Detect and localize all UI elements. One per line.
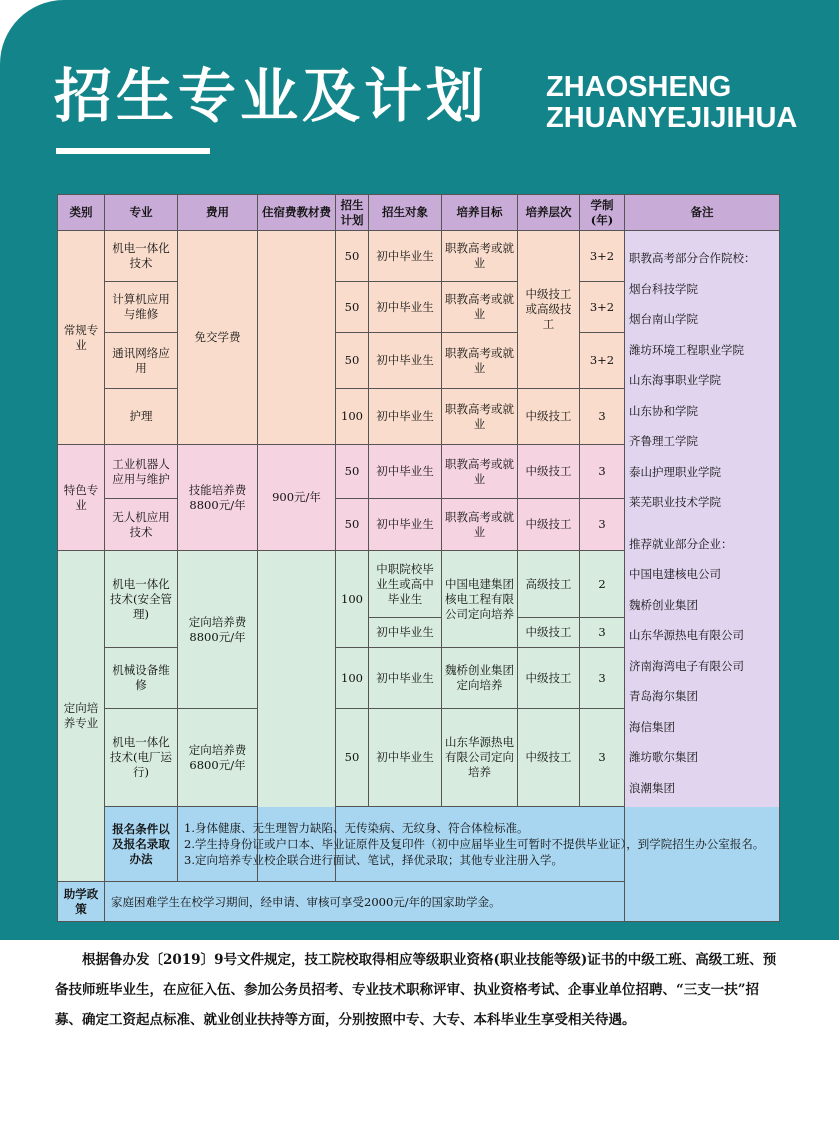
goal-cell: 职教高考或就业 [442, 389, 518, 445]
dorm-regular [258, 231, 336, 445]
years-cell: 3+2 [580, 282, 625, 333]
plan-cell: 50 [336, 445, 369, 499]
note-line: 推荐就业部分企业： [629, 536, 733, 551]
header-plan: 招生计划 [336, 195, 369, 231]
note-line: 潍坊歌尔集团 [629, 750, 698, 764]
goal-cell: 职教高考或就业 [442, 445, 518, 499]
header-row [58, 195, 780, 231]
header-years: 学制(年) [580, 195, 625, 231]
note-line: 浪潮集团 [629, 780, 675, 795]
fee-skill: 技能培养费8800元/年 [178, 445, 258, 551]
target-cell: 初中毕业生 [369, 389, 442, 445]
note-line: 青岛海尔集团 [629, 689, 698, 703]
level-cell: 中级技工 [518, 709, 580, 807]
page-title: 招生专业及计划 [54, 62, 489, 130]
header-target: 招生对象 [369, 195, 442, 231]
note-line: 中国电建核电公司 [629, 567, 721, 581]
plan-cell: 50 [336, 231, 369, 282]
years-cell: 3 [580, 445, 625, 499]
major-cell: 机电一体化技术(电厂运行) [105, 709, 178, 807]
plan-cell: 50 [336, 499, 369, 551]
major-cell: 工业机器人应用与维护 [105, 445, 178, 499]
major-cell: 护理 [105, 389, 178, 445]
note-line: 山东海事职业学院 [629, 373, 721, 387]
goal-cell: 职教高考或就业 [442, 499, 518, 551]
fee-free: 免交学费 [178, 231, 258, 445]
registration-text [178, 807, 780, 882]
header-fee: 费用 [178, 195, 258, 231]
aid-label: 助学政策 [58, 882, 105, 922]
page-title-pinyin [546, 72, 797, 134]
note-line: 山东华源热电有限公司 [629, 628, 744, 642]
aid-text: 家庭困难学生在校学习期间，经申请、审核可享受2000元/年的国家助学金。 [105, 882, 780, 922]
fee-order-1: 定向培养费8800元/年 [178, 551, 258, 709]
note-line: 魏桥创业集团 [629, 597, 698, 612]
major-cell: 无人机应用技术 [105, 499, 178, 551]
note-line: 山东协和学院 [629, 403, 698, 418]
major-cell: 通讯网络应用 [105, 333, 178, 389]
major-cell: 机械设备维修 [105, 648, 178, 709]
pinyin-line-1: ZHAOSHENG [546, 71, 732, 103]
level-cell: 高级技工 [518, 551, 580, 618]
goal-cell: 职教高考或就业 [442, 282, 518, 333]
years-cell: 3 [580, 618, 625, 648]
note-line: 潍坊环境工程职业学院 [629, 342, 744, 357]
level-cell: 中级技工 [518, 389, 580, 445]
header-level: 培养层次 [518, 195, 580, 231]
header-major: 专业 [105, 195, 178, 231]
header-note: 备注 [625, 195, 780, 231]
major-cell: 机电一体化技术(安全管理) [105, 551, 178, 648]
target-cell: 初中毕业生 [369, 709, 442, 807]
plan-cell: 100 [336, 551, 369, 648]
level-cell: 中级技工 [518, 618, 580, 648]
note-line: 海信集团 [629, 719, 675, 734]
title-underline [56, 148, 210, 154]
category-order: 定向培养专业 [58, 551, 105, 882]
note-line: 齐鲁理工学院 [629, 434, 698, 448]
note-line: 烟台科技学院 [629, 281, 698, 296]
header-dorm: 住宿费教材费 [258, 195, 336, 231]
plan-cell: 50 [336, 282, 369, 333]
target-cell: 初中毕业生 [369, 333, 442, 389]
goal-cell: 山东华源热电有限公司定向培养 [442, 709, 518, 807]
years-cell: 3+2 [580, 333, 625, 389]
target-cell: 初中毕业生 [369, 499, 442, 551]
level-cell: 中级技工 [518, 499, 580, 551]
registration-line: 3.定向培养专业校企联合进行面试、笔试，择优录取；其他专业注册入学。 [184, 853, 563, 867]
aid-row [58, 882, 780, 922]
goal-cell: 魏桥创业集团定向培养 [442, 648, 518, 709]
fee-order-2: 定向培养费6800元/年 [178, 709, 258, 807]
registration-line: 1.身体健康、无生理智力缺陷、无传染病、无纹身、符合体检标准。 [184, 821, 529, 835]
target-cell: 初中毕业生 [369, 648, 442, 709]
policy-text: 根据鲁办发〔2019〕9号文件规定，技工院校取得相应等级职业资格(职业技能等级)证书的中级工班、高级工班、预备技师班毕业生，在应征入伍、参加公务员招考、专业技术职称评审、执业资格考试、企事业单位招聘、“三支一扶”招募、确定工资起点标准、就业创业扶持等方面，分别按照中专、大专、本科毕业生享受相关待遇。 [55, 952, 777, 1028]
note-line: 泰山护理职业学院 [629, 464, 721, 479]
major-cell: 计算机应用与维修 [105, 282, 178, 333]
years-cell: 3 [580, 648, 625, 709]
policy-paragraph [55, 945, 785, 1035]
dorm-fee: 900元/年 [258, 445, 336, 551]
target-cell: 初中毕业生 [369, 445, 442, 499]
enrollment-plan-table [57, 194, 780, 922]
level-cell: 中级技工或高级技工 [518, 231, 580, 389]
note-line: 济南海湾电子有限公司 [629, 658, 744, 673]
header-category: 类别 [58, 195, 105, 231]
pinyin-line-2: ZHUANYEJIJIHUA [546, 102, 798, 134]
level-cell: 中级技工 [518, 648, 580, 709]
plan-cell: 100 [336, 648, 369, 709]
target-cell: 初中毕业生 [369, 231, 442, 282]
major-cell: 机电一体化技术 [105, 231, 178, 282]
target-cell: 初中毕业生 [369, 282, 442, 333]
years-cell: 3 [580, 709, 625, 807]
registration-line: 2.学生持身份证或户口本、毕业证原件及复印件（初中应届毕业生可暂时不提供毕业证），到学院招生办公室报名。 [184, 837, 765, 851]
years-cell: 3 [580, 389, 625, 445]
years-cell: 3+2 [580, 231, 625, 282]
level-cell: 中级技工 [518, 445, 580, 499]
goal-cell: 职教高考或就业 [442, 231, 518, 282]
years-cell: 2 [580, 551, 625, 618]
note-line: 职教高考部分合作院校： [629, 251, 756, 265]
goal-cell: 中国电建集团核电工程有限公司定向培养 [442, 551, 518, 648]
target-cell: 中职院校毕业生或高中毕业生 [369, 551, 442, 618]
category-regular: 常规专业 [58, 231, 105, 445]
table-row [58, 231, 780, 282]
note-line: 莱芜职业技术学院 [629, 495, 721, 509]
note-line: 烟台南山学院 [629, 312, 698, 326]
goal-cell: 职教高考或就业 [442, 333, 518, 389]
target-cell: 初中毕业生 [369, 618, 442, 648]
header-goal: 培养目标 [442, 195, 518, 231]
years-cell: 3 [580, 499, 625, 551]
registration-row [58, 807, 780, 882]
plan-cell: 50 [336, 333, 369, 389]
plan-cell: 100 [336, 389, 369, 445]
registration-label: 报名条件以及报名录取办法 [105, 807, 178, 882]
category-special: 特色专业 [58, 445, 105, 551]
plan-cell: 50 [336, 709, 369, 807]
